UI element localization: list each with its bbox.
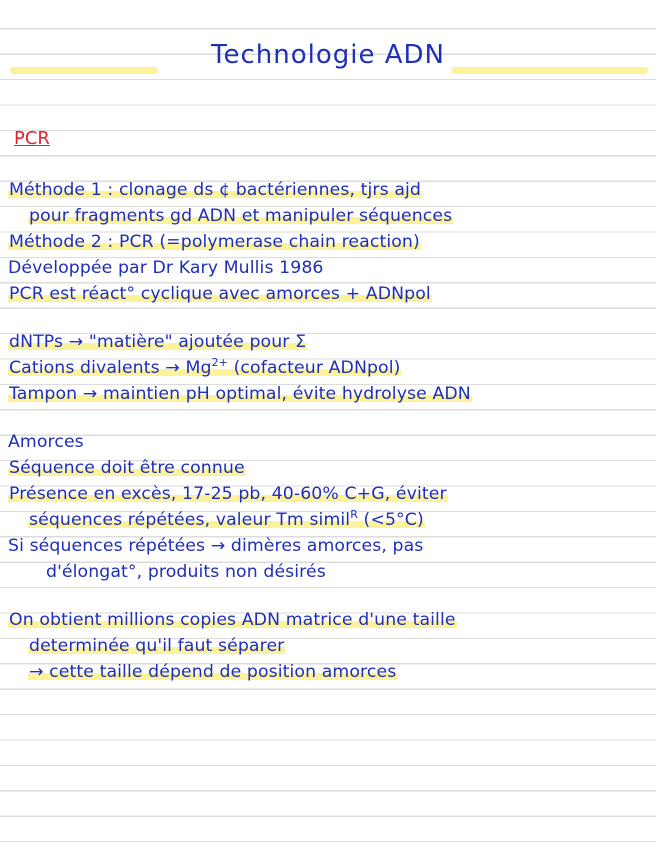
- highlighted-text: pour fragments gd ADN et manipuler séquences: [29, 206, 453, 226]
- tampon-line: [8, 381, 472, 407]
- highlighted-text: PCR est réact° cyclique avec amorces + ADNpol: [9, 284, 431, 304]
- pcr-definition-line: [8, 281, 432, 307]
- developer-line: Développée par Dr Kary Mullis 1986: [8, 258, 324, 278]
- method-1-continuation: [28, 203, 453, 229]
- cations-line: [8, 355, 401, 381]
- amorces-line-5: d'élongat°, produits non désirés: [46, 562, 326, 582]
- highlighted-text: → cette taille dépend de position amorces: [29, 662, 397, 682]
- highlighted-text: [28, 510, 425, 530]
- charge-superscript: 2+: [211, 356, 228, 370]
- page-title: Technologie ADN: [211, 40, 445, 70]
- method-2-line: [8, 229, 421, 255]
- method-1-line: [8, 177, 422, 203]
- highlighted-text: dNTPs → "matière" ajoutée pour Σ: [9, 332, 307, 352]
- result-line-3: [28, 659, 397, 685]
- section-heading-pcr: PCR: [14, 128, 50, 149]
- amorces-line-4: Si séquences répétées → dimères amorces, pas: [8, 536, 424, 556]
- amorces-line-1: [8, 455, 246, 481]
- dntps-line: [8, 329, 307, 355]
- tm-range-text: (<5°C): [357, 510, 424, 530]
- tm-text: séquences répétées, valeur Tm simil: [29, 510, 351, 530]
- result-line-1: [8, 607, 457, 633]
- amorces-line-3: [28, 507, 425, 533]
- amorces-heading: Amorces: [8, 432, 84, 452]
- highlighted-text: On obtient millions copies ADN matrice d'une taille: [9, 610, 456, 630]
- highlighted-text: Méthode 2 : PCR (=polymerase chain reaction): [9, 232, 420, 252]
- result-line-2: [28, 633, 285, 659]
- tm-superscript: R: [350, 508, 358, 522]
- cations-text: Cations divalents → Mg: [9, 358, 212, 378]
- highlighted-text: Séquence doit être connue: [9, 458, 245, 478]
- highlighted-text: Présence en excès, 17-25 pb, 40-60% C+G, éviter: [9, 484, 447, 504]
- highlighted-text: Méthode 1 : clonage ds ¢ bactériennes, tjrs ajd: [9, 180, 421, 200]
- amorces-line-2: [8, 481, 448, 507]
- highlighted-text: determinée qu'il faut séparer: [29, 636, 285, 656]
- highlighted-text: Tampon → maintien pH optimal, évite hydrolyse ADN: [9, 384, 471, 404]
- cofactor-text: (cofacteur ADNpol): [227, 358, 401, 378]
- highlighted-text: [8, 358, 401, 378]
